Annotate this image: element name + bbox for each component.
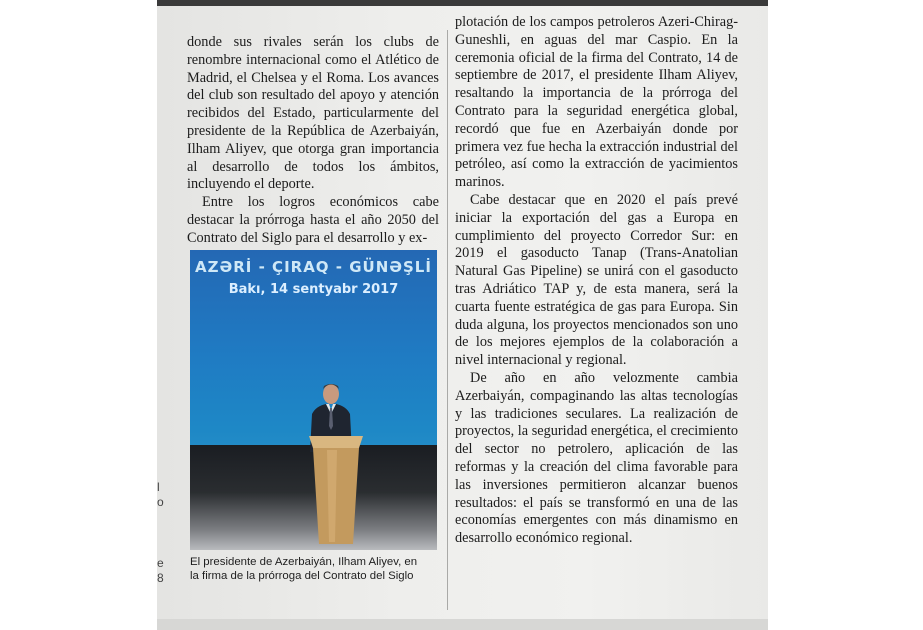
edge-fragment: e xyxy=(157,556,164,570)
photo-banner-title: AZƏRİ - ÇIRAQ - GÜNƏŞLİ xyxy=(195,258,432,276)
page-bottom-edge xyxy=(157,619,768,630)
left-paragraph-2: Entre los logros económicos cabe destacar la prórroga hasta el año 2050 del Contrato del Siglo para el desarrollo y ex- xyxy=(187,194,439,246)
column-divider xyxy=(447,30,448,610)
caption-line-2: la firma de la prórroga del Contrato del Siglo xyxy=(190,570,414,582)
right-paragraph-2: Cabe destacar que en 2020 el país prevé iniciar la exportación del gas a Europa en cumplimiento del proyecto Corredor Sur: en 2019 el gasoducto Tanap (Trans-Anatolian Natural Gas Pipeline) se unirá con el gasoducto tras Adriático TAP y, de esta manera, será la cuarta fuente estratégica de gas para Europa. Sin duda alguna, los proyectos mencionados son uno de los mejores ejemplos de la colaboración a nivel internacional y regional. xyxy=(455,191,738,369)
right-column xyxy=(455,14,738,548)
newspaper-page xyxy=(157,0,768,630)
page-top-edge xyxy=(157,0,768,6)
photo-banner-subtitle: Bakı, 14 sentyabr 2017 xyxy=(228,282,399,297)
podium xyxy=(307,436,365,544)
right-paragraph-3: De año en año velozmente cambia Azerbaiyán, compaginando las altas tecnologías y las tradiciones seculares. La realización de proyectos, la seguridad energética, el crecimiento del sector no petrolero, aplicación de las reformas y la creación del clima favorable para las inversiones permitieron alcanzar buenos resultados: el país se transformó en una de las economías emergentes con más dinamismo en desarrollo económico regional. xyxy=(455,369,738,547)
caption-line-1: El presidente de Azerbaiyán, Ilham Aliyev, en xyxy=(190,556,418,568)
edge-fragment: l xyxy=(157,480,160,494)
article-photo xyxy=(190,250,437,550)
photo-caption xyxy=(190,555,442,583)
right-paragraph-1: plotación de los campos petroleros Azeri-Chirag-Guneshli, en aguas del mar Caspio. En la ceremonia oficial de la firma del Contrato, 14 de septiembre de 2017, el presidente Ilham Aliyev, resaltando la importancia de la prórroga del Contrato para la seguridad energética global, recordó que fue en Azerbaiyán donde por primera vez fue hecha la extracción industrial del petróleo, así como la extracción de yacimientos marinos. xyxy=(455,14,738,191)
adjacent-column-fragments xyxy=(157,480,165,586)
edge-fragment: o xyxy=(157,495,164,509)
left-paragraph-1: donde sus rivales serán los clubs de renombre internacional como el Atlético de Madrid, el Chelsea y el Roma. Los avances del club son resultado del apoyo y atención recibidos del Estado, particularmente del presidente de la República de Azerbaiyán, Ilham Aliyev, que otorga gran importancia al desarrollo de todos los ámbitos, incluyendo el deporte. xyxy=(187,34,439,193)
edge-fragment: 8 xyxy=(157,571,164,585)
left-column xyxy=(187,34,439,248)
